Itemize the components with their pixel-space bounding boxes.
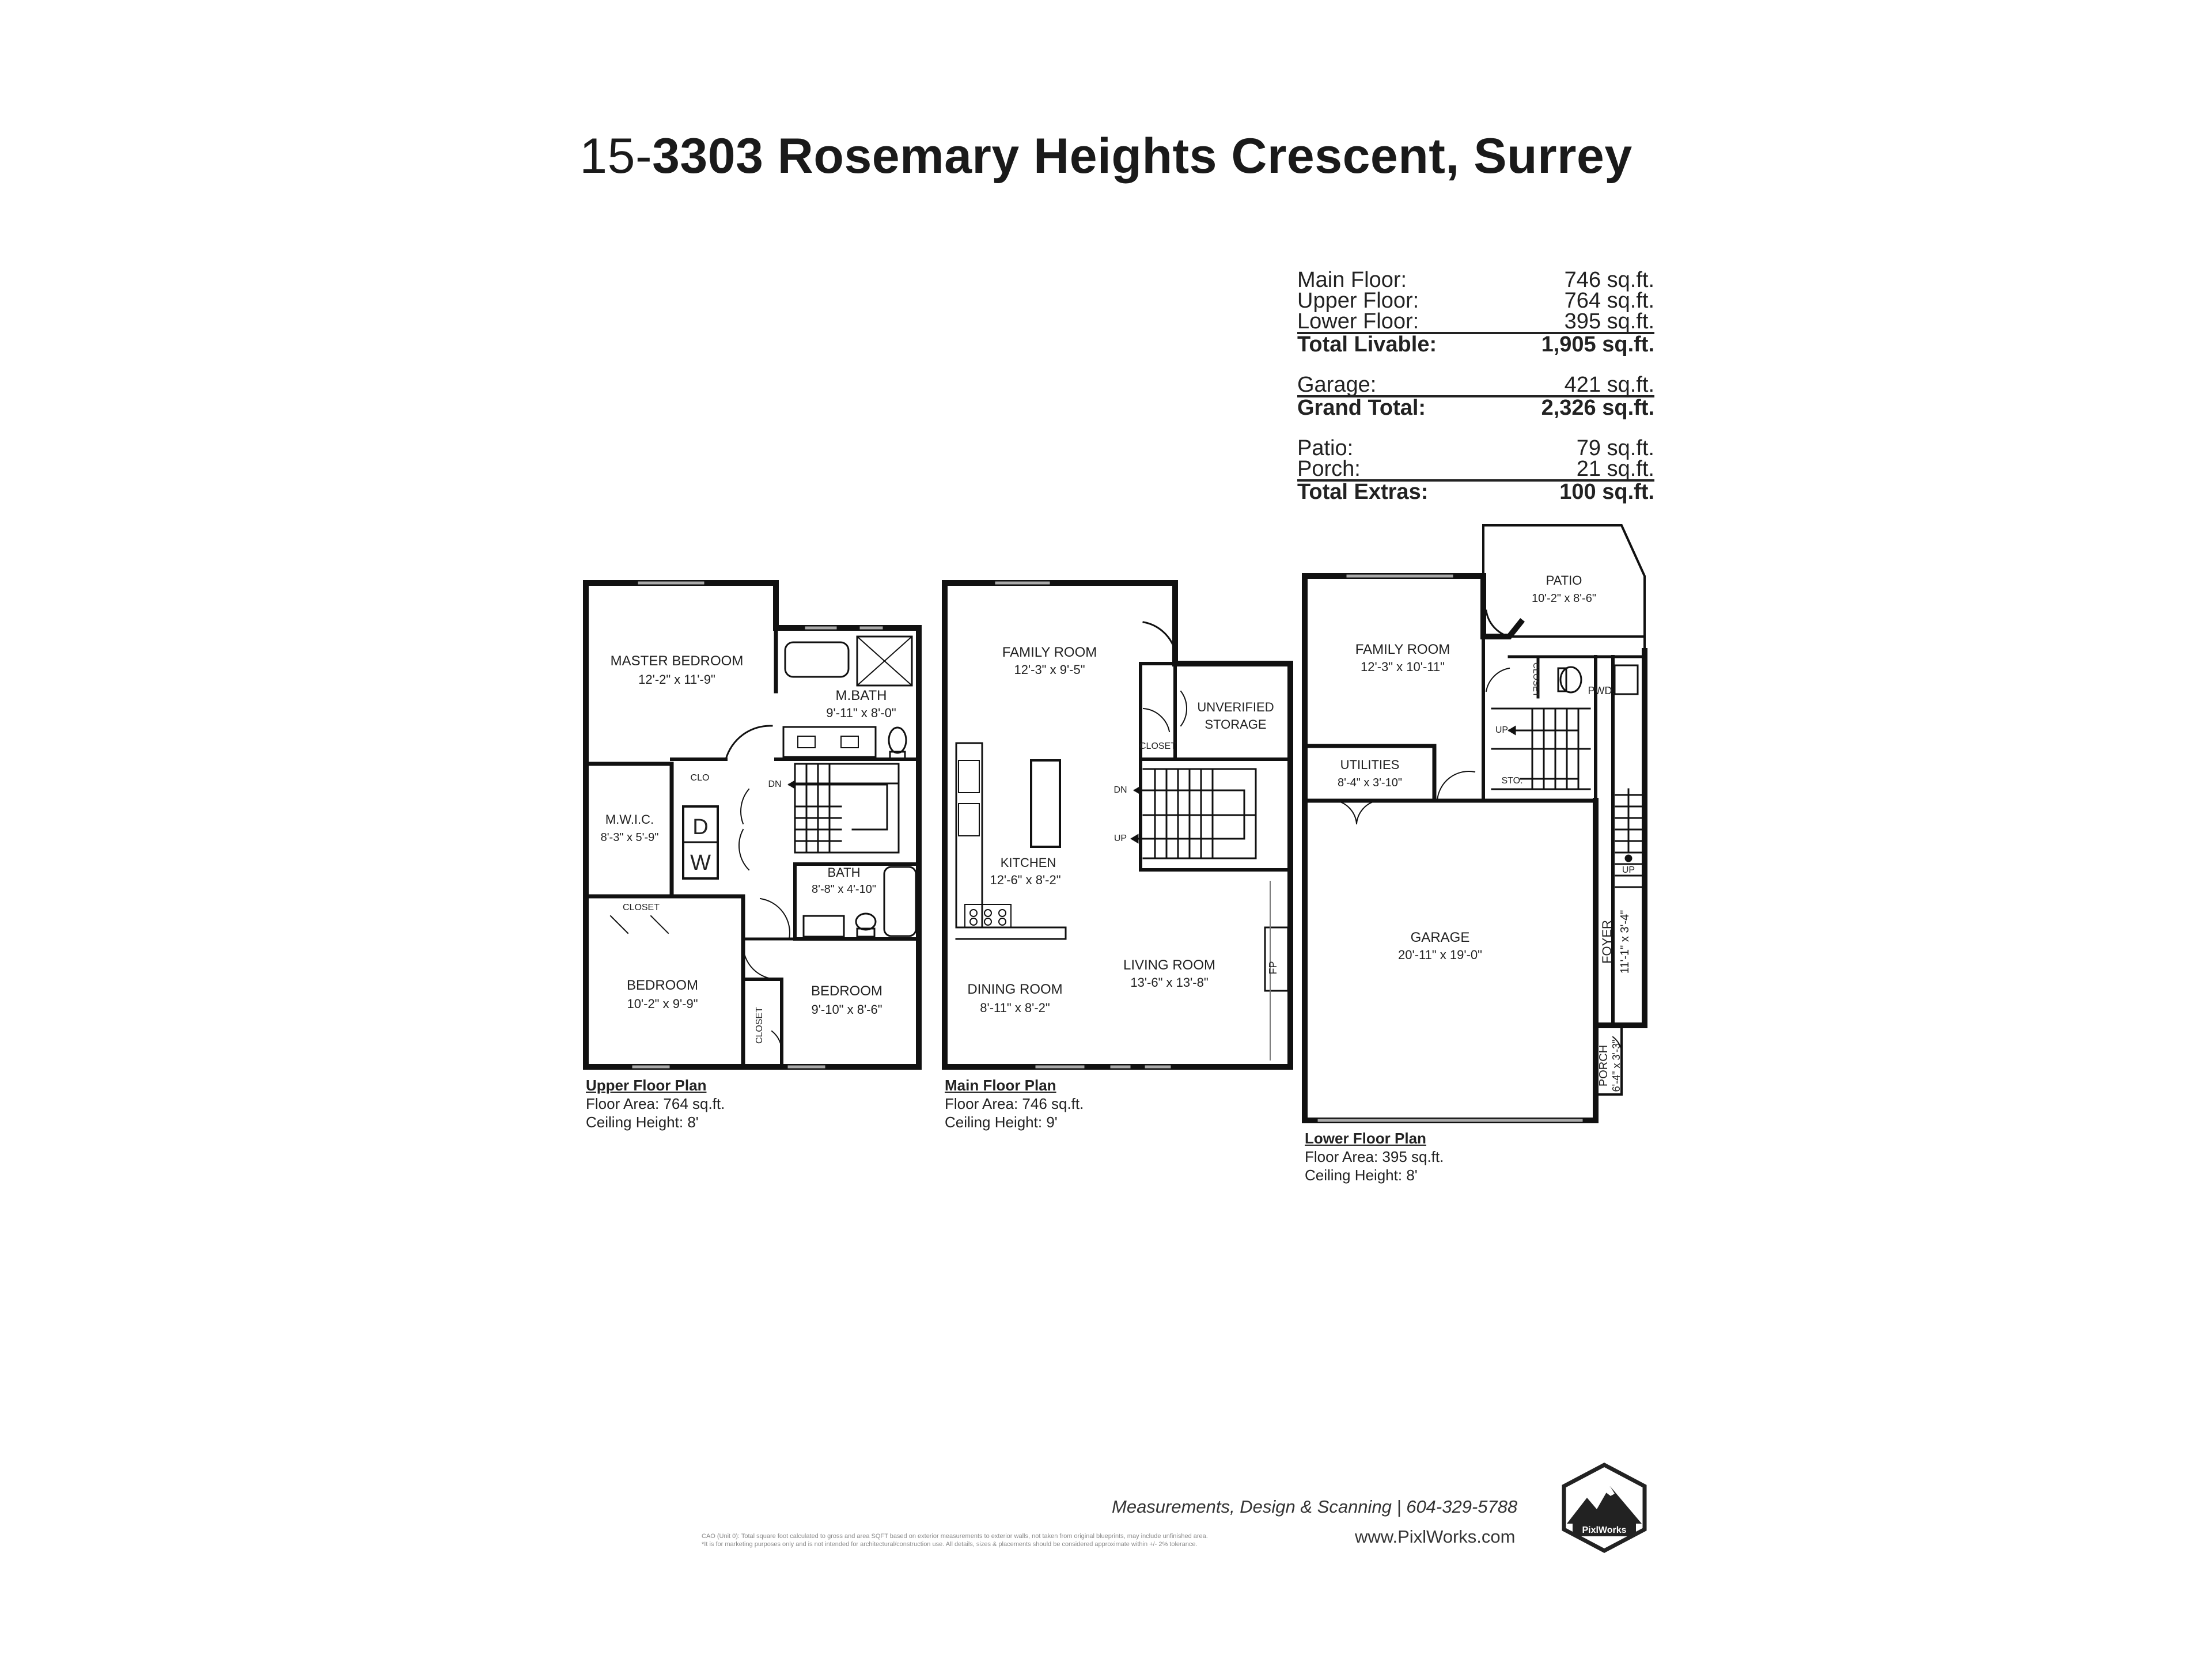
disclaimer-line-1: CAO (Unit 0): Total square foot calculated to gross and area SQFT based on exterior measurements to exterior walls, not taken from original blueprints, may include unfinished area. (702, 1533, 1208, 1540)
summary-label: Lower Floor: (1297, 309, 1419, 334)
dn-upper-label: DN (768, 779, 782, 789)
up-main-label: UP (1113, 834, 1127, 843)
mwic-dims: 8'-3" x 5'-9" (600, 831, 659, 844)
unverified-label: UNVERIFIED (1197, 700, 1274, 714)
summary-label: Garage: (1297, 373, 1377, 397)
foyer-dims: 11'-1" x 3'-4" (1619, 910, 1631, 974)
disclaimer-line-2: *It is for marketing purposes only and is not intended for architectural/construction use. All details, sizes & placements should be considered approximate within +/- 2% tolerance. (702, 1541, 1198, 1548)
m-bath-dims: 9'-11" x 8'-0" (826, 706, 896, 720)
upper-floor-ceiling: Ceiling Height: 8' (586, 1113, 699, 1131)
porch-dims: 6'-4" x 3'-3" (1611, 1039, 1622, 1092)
main-floor-title: Main Floor Plan (945, 1077, 1056, 1094)
bedroom1-dims: 10'-2" x 9'-9" (627, 997, 698, 1011)
patio-dims: 10'-2" x 8'-6" (1532, 592, 1596, 605)
lower-floor-walls (1305, 525, 1645, 1120)
summary-value: 79 sq.ft. (1576, 436, 1654, 460)
bedroom2-label: BEDROOM (810, 983, 883, 999)
family-room-lower-dims: 12'-3" x 10'-11" (1361, 660, 1445, 674)
summary-value: 100 sq.ft. (1559, 480, 1654, 504)
upper-floor-caption (586, 1076, 725, 1131)
family-room-lower-label: FAMILY ROOM (1355, 642, 1450, 657)
title-main: 3303 Rosemary Heights Crescent, Surrey (652, 128, 1633, 184)
closet-lower-label: CLOSET (1531, 662, 1541, 698)
summary-value: 764 sq.ft. (1564, 289, 1654, 313)
dining-room-dims: 8'-11" x 8'-2" (980, 1001, 1050, 1015)
lower-floor-title: Lower Floor Plan (1305, 1130, 1426, 1147)
main-floor-area: Floor Area: 746 sq.ft. (945, 1095, 1084, 1112)
living-room-label: LIVING ROOM (1123, 957, 1216, 973)
summary-label: Upper Floor: (1297, 289, 1419, 313)
lower-floor-caption (1305, 1129, 1444, 1184)
pixlworks-logo-icon (1555, 1460, 1653, 1555)
foyer-label: FOYER (1600, 920, 1614, 964)
closet-vert-label: CLOSET (755, 1006, 764, 1044)
summary-value: 1,905 sq.ft. (1541, 332, 1654, 357)
bedroom2-dims: 9'-10" x 8'-6" (811, 1002, 882, 1017)
footer-credit: Measurements, Design & Scanning | 604-329-5788 (1112, 1497, 1518, 1517)
dn-main-label: DN (1113, 785, 1127, 795)
summary-label: Main Floor: (1297, 268, 1407, 292)
summary-value: 421 sq.ft. (1564, 373, 1654, 397)
up-lower1-label: UP (1495, 725, 1509, 735)
utilities-dims: 8'-4" x 3'-10" (1338, 777, 1402, 789)
dryer-label: D (692, 815, 709, 839)
bath-dims: 8'-8" x 4'-10" (812, 883, 876, 896)
kitchen-label: KITCHEN (1000, 855, 1056, 870)
upper-floor-title: Upper Floor Plan (586, 1077, 707, 1094)
family-room-main-dims: 12'-3" x 9'-5" (1014, 662, 1085, 677)
mwic-label: M.W.I.C. (605, 812, 654, 827)
logo-text: PixlWorks (1582, 1525, 1627, 1535)
bedroom1-label: BEDROOM (626, 978, 699, 993)
main-floor-caption (945, 1076, 1084, 1131)
closet-main-label: CLOSET (1139, 741, 1177, 751)
porch-label: PORCH (1597, 1044, 1610, 1087)
storage-label: STORAGE (1205, 717, 1267, 732)
master-bedroom-dims: 12'-2" x 11'-9" (638, 672, 715, 687)
fireplace-label: FP (1267, 961, 1279, 975)
summary-label: Total Extras: (1297, 480, 1429, 504)
up-lower2-label: UP (1622, 865, 1635, 875)
utilities-label: UTILITIES (1340, 757, 1400, 772)
summary-label: Grand Total: (1297, 396, 1426, 420)
patio-label: PATIO (1546, 573, 1582, 588)
living-room-dims: 13'-6" x 13'-8" (1130, 975, 1209, 990)
summary-value: 21 sq.ft. (1576, 457, 1654, 481)
washer-label: W (690, 851, 711, 875)
title-prefix: 15- (579, 128, 653, 184)
garage-dims: 20'-11" x 19'-0" (1398, 948, 1482, 962)
summary-value: 395 sq.ft. (1564, 309, 1654, 334)
summary-label: Porch: (1297, 457, 1361, 481)
lower-floor-area: Floor Area: 395 sq.ft. (1305, 1148, 1444, 1165)
master-bedroom-label: MASTER BEDROOM (610, 653, 744, 669)
bath-label: BATH (827, 865, 861, 880)
m-bath-label: M.BATH (835, 688, 887, 703)
clo-label: CLO (690, 773, 710, 783)
lower-floor-ceiling: Ceiling Height: 8' (1305, 1166, 1418, 1184)
summary-label: Total Livable: (1297, 332, 1437, 357)
pwd-label: PWD. (1588, 685, 1615, 696)
main-floor-ceiling: Ceiling Height: 9' (945, 1113, 1058, 1131)
upper-floor-area: Floor Area: 764 sq.ft. (586, 1095, 725, 1112)
footer-disclaimer (702, 1532, 1353, 1548)
family-room-main-label: FAMILY ROOM (1002, 645, 1097, 660)
summary-label: Patio: (1297, 436, 1354, 460)
closet-upper-label: CLOSET (622, 903, 660, 912)
dining-room-label: DINING ROOM (967, 982, 1063, 997)
summary-value: 2,326 sq.ft. (1541, 396, 1654, 420)
summary-value: 746 sq.ft. (1564, 268, 1654, 292)
footer-url: www.PixlWorks.com (1355, 1527, 1516, 1547)
kitchen-dims: 12'-6" x 8'-2" (990, 873, 1061, 887)
sto-label: STO. (1501, 776, 1523, 786)
garage-label: GARAGE (1410, 930, 1470, 945)
